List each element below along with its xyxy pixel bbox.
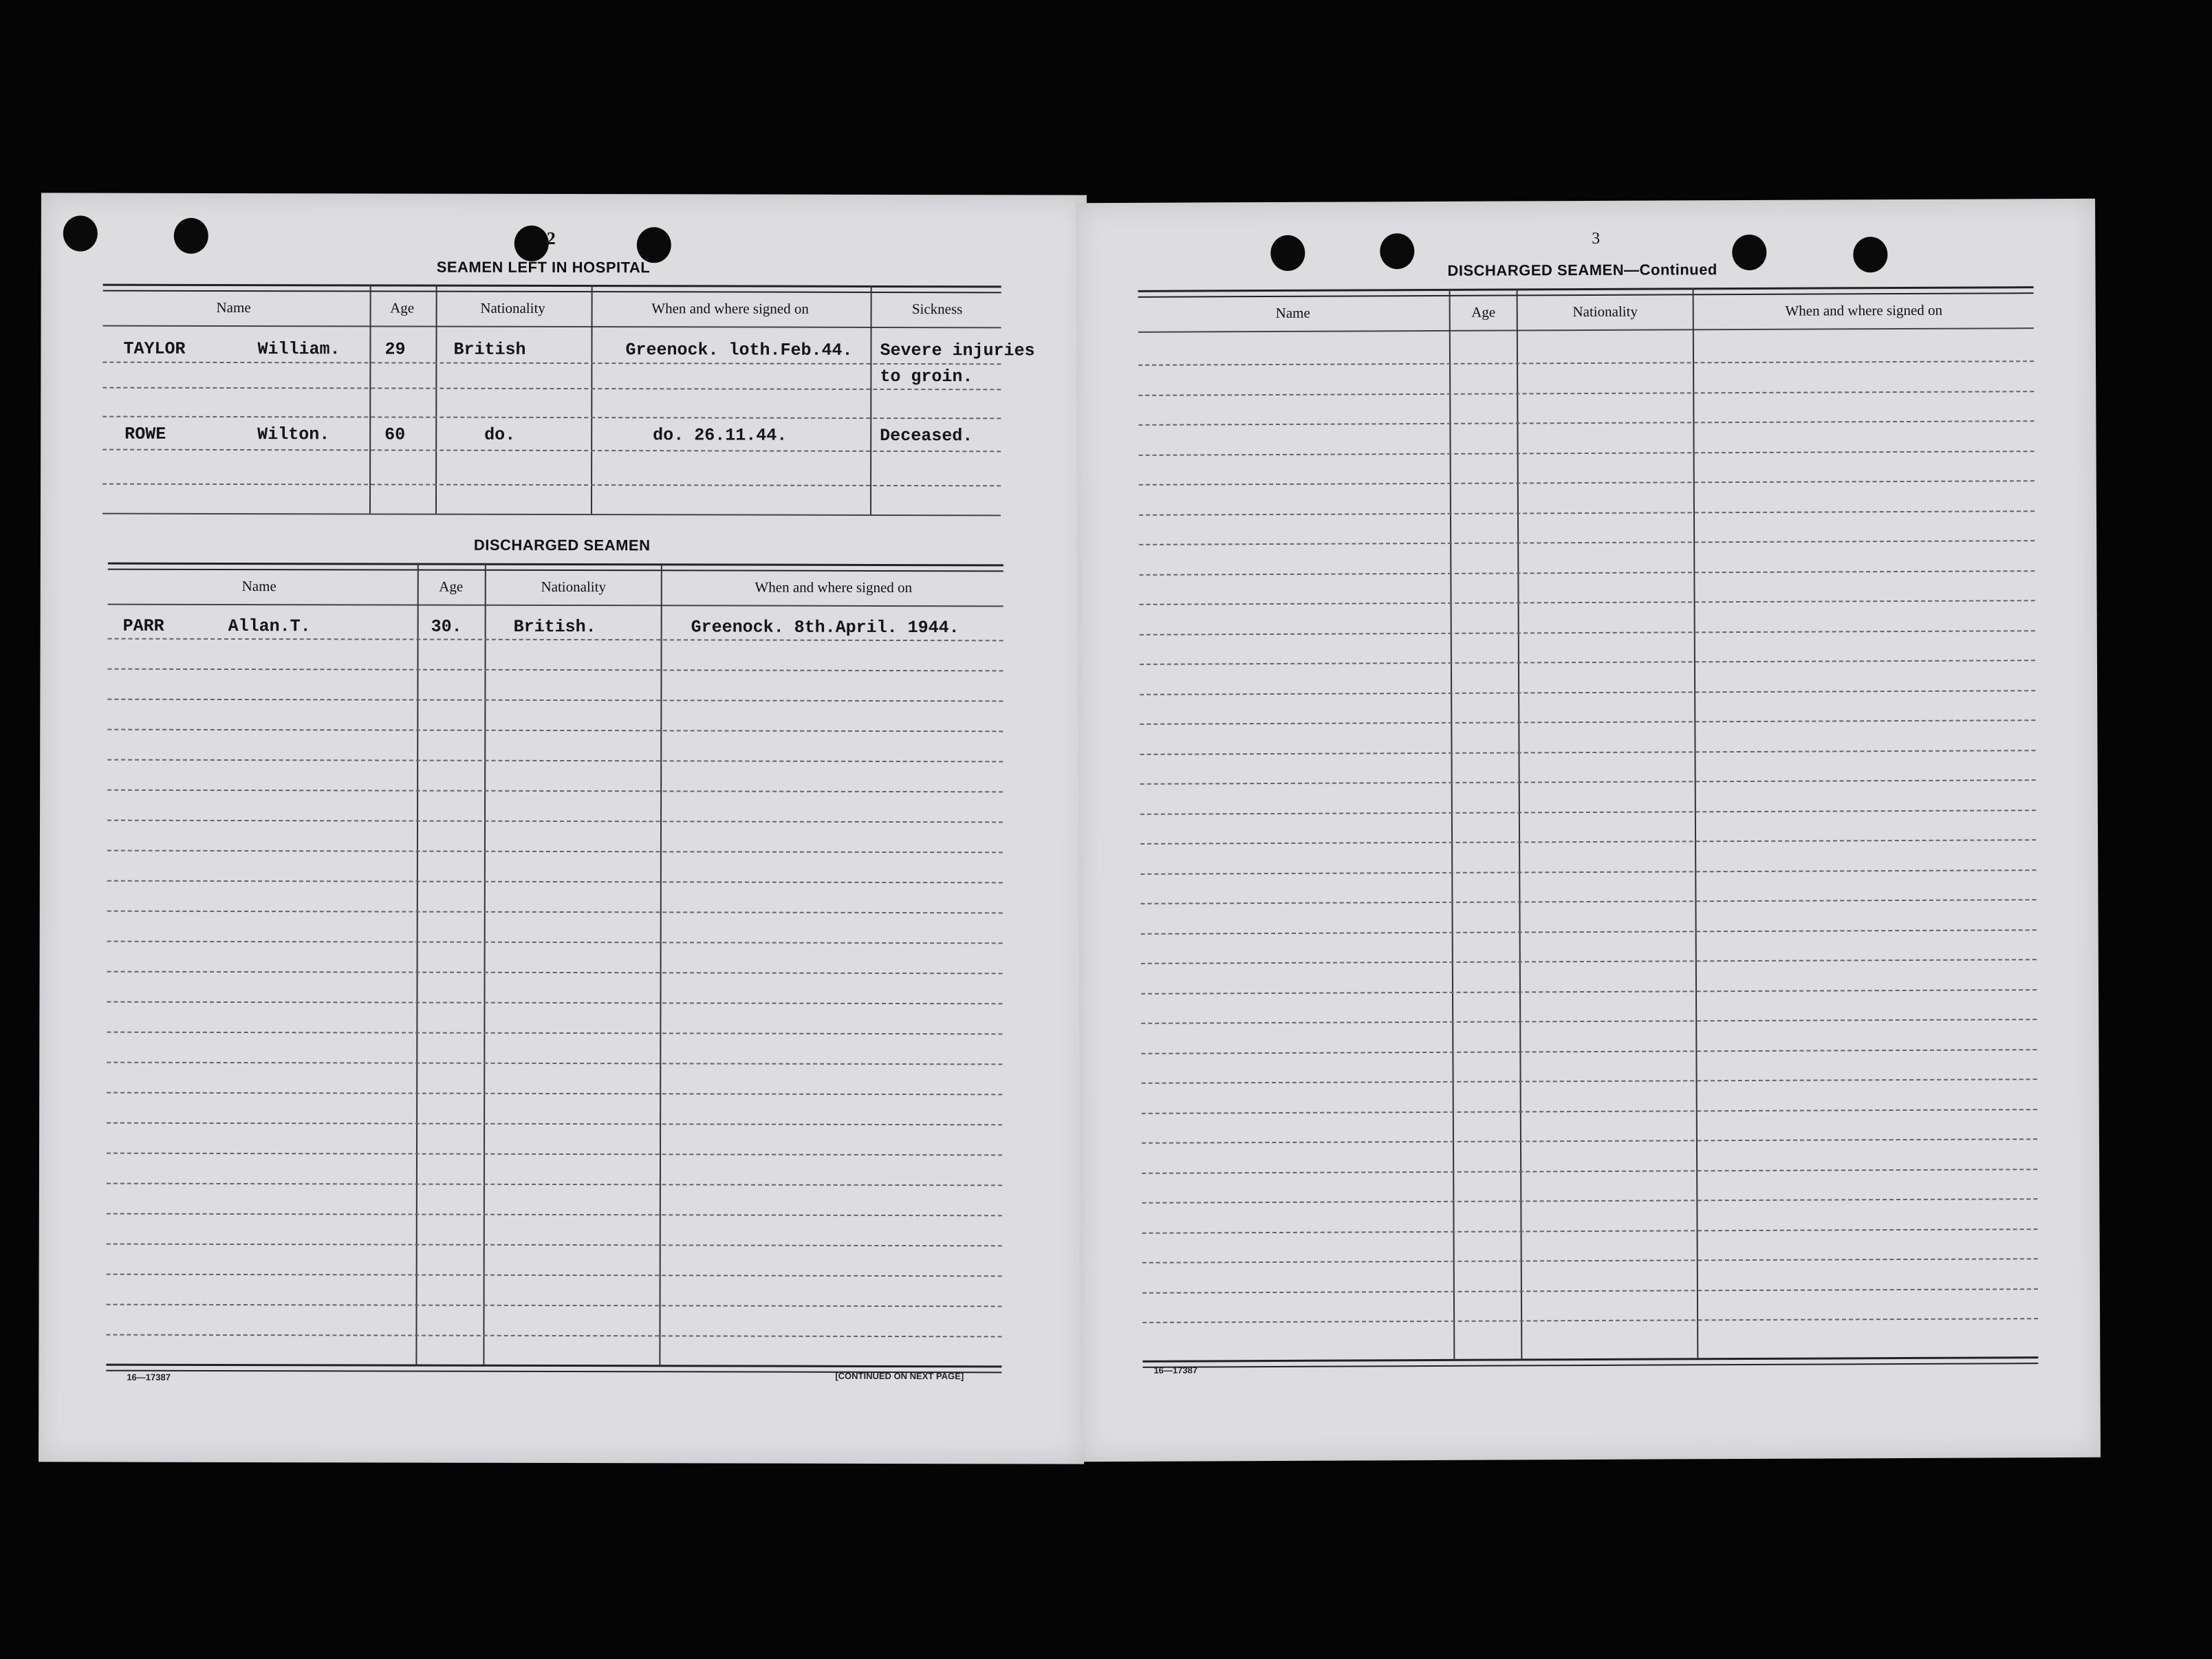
ruled-line <box>107 759 1003 763</box>
hospital-row-2-nationality: do. <box>484 424 516 445</box>
section-title-discharged-continued: DISCHARGED SEAMEN—Continued <box>1447 261 1717 279</box>
ruled-line <box>107 1274 1002 1277</box>
ruled-line <box>107 1123 1002 1126</box>
ruled-line <box>107 1213 1002 1217</box>
continued-note: [CONTINUED ON NEXT PAGE] <box>835 1370 964 1382</box>
ruled-line <box>1140 869 2036 875</box>
punch-hole <box>1270 235 1305 271</box>
ruled-line <box>107 1183 1002 1186</box>
ruled-line <box>1139 510 2035 516</box>
punch-hole <box>637 227 671 263</box>
ruled-line <box>107 1244 1002 1247</box>
discharged-row-1-signed-on: Greenock. 8th.April. 1944. <box>691 617 959 638</box>
hospital-row-1-age: 29 <box>384 339 406 360</box>
hospital-row-2-given: Wilton. <box>257 424 330 445</box>
hospital-row-2-surname: ROWE <box>124 424 166 444</box>
right-page <box>1076 199 2101 1462</box>
col-header-name: Name <box>1275 304 1310 321</box>
hospital-row-1-given: William. <box>257 339 340 360</box>
ruled-line <box>1142 1138 2037 1144</box>
ruled-line <box>1139 480 2035 486</box>
ruled-line <box>1140 630 2035 636</box>
discharged-continued-table <box>1138 286 2039 1367</box>
ruled-line <box>1138 391 2034 396</box>
ruled-line <box>1142 1109 2037 1114</box>
hospital-row-1-nationality: British <box>453 339 526 360</box>
ruled-line <box>1140 719 2035 725</box>
discharged-row-1-nationality: British. <box>513 616 596 638</box>
ruled-line <box>1140 810 2036 815</box>
punch-hole <box>63 215 98 251</box>
form-number: 16—17387 <box>1153 1365 1198 1376</box>
punch-hole <box>514 226 549 261</box>
col-header-age: Age <box>1471 303 1496 321</box>
hospital-row-2-sickness: Deceased. <box>880 425 973 446</box>
discharged-row-1-given: Allan.T. <box>228 616 311 637</box>
ruled-line <box>1139 570 2035 576</box>
col-header-nationality: Nationality <box>541 578 606 596</box>
col-header-signed-on: When and where signed on <box>651 300 809 317</box>
discharged-row-1-surname: PARR <box>122 616 164 636</box>
punch-hole <box>174 218 208 254</box>
ruled-line <box>1141 929 2037 935</box>
punch-hole <box>1853 237 1887 272</box>
hospital-row-1-surname: TAYLOR <box>123 338 186 359</box>
ruled-line <box>1141 1049 2037 1054</box>
ruled-line <box>107 669 1003 672</box>
ruled-line <box>1142 1288 2038 1294</box>
hospital-row-1-sickness-line1: Severe injuries <box>880 340 1035 361</box>
ruled-line <box>1138 420 2034 426</box>
ruled-line <box>107 971 1003 975</box>
punch-hole <box>1380 233 1414 269</box>
hospital-row-1-sickness-line2: to groin. <box>880 366 973 387</box>
page-number: 2 <box>546 228 556 248</box>
hospital-row-2-signed-on: do. 26.11.44. <box>653 425 788 446</box>
discharged-row-1-age: 30. <box>431 616 462 637</box>
ruled-line <box>1140 750 2036 755</box>
ruled-line <box>107 1092 1002 1096</box>
ruled-line <box>1141 989 2037 995</box>
ruled-line <box>107 1062 1002 1065</box>
ruled-line <box>107 941 1003 944</box>
hospital-row-2-age: 60 <box>384 424 406 445</box>
col-header-nationality: Nationality <box>1572 303 1638 321</box>
col-header-signed-on: When and where signed on <box>755 578 913 596</box>
ruled-line <box>1140 660 2035 665</box>
ruled-line <box>1139 451 2035 456</box>
table-bottom-rule <box>1142 1356 2038 1368</box>
hospital-row-1-signed-on: Greenock. loth.Feb.44. <box>625 340 853 360</box>
ruled-line <box>107 699 1003 702</box>
ruled-line <box>1141 1019 2037 1024</box>
ruled-line <box>1142 1078 2037 1084</box>
col-header-name: Name <box>216 299 251 316</box>
col-header-nationality: Nationality <box>480 299 545 316</box>
ruled-line <box>1140 690 2035 695</box>
ruled-line <box>1142 1198 2037 1204</box>
left-page <box>39 193 1087 1464</box>
ruled-line <box>1142 1318 2038 1323</box>
ruled-line <box>107 850 1003 854</box>
col-header-age: Age <box>439 578 464 595</box>
ruled-line <box>106 1334 1001 1338</box>
ruled-line <box>107 1153 1002 1156</box>
ruled-line <box>1140 600 2035 605</box>
ruled-line <box>1142 1228 2038 1234</box>
col-header-name: Name <box>241 578 276 595</box>
col-header-age: Age <box>390 299 415 316</box>
section-title-hospital: SEAMEN LEFT IN HOSPITAL <box>436 258 651 276</box>
section-title-discharged: DISCHARGED SEAMEN <box>473 536 651 554</box>
discharged-table <box>106 563 1003 1373</box>
ruled-line <box>1140 779 2036 785</box>
ruled-line <box>107 1304 1002 1308</box>
ruled-line <box>107 729 1003 733</box>
ruled-line <box>1142 1258 2038 1264</box>
ruled-line <box>1141 959 2037 964</box>
punch-hole <box>1732 235 1766 270</box>
ruled-line <box>107 1032 1002 1035</box>
hospital-table <box>102 284 1035 520</box>
col-header-sickness: Sickness <box>911 301 963 318</box>
ruled-line <box>1138 360 2034 366</box>
ruled-line <box>107 880 1003 884</box>
ruled-line <box>1140 899 2036 904</box>
page-number: 3 <box>1592 229 1601 248</box>
ruled-line <box>1142 1169 2037 1174</box>
ruled-line <box>1139 540 2035 545</box>
ruled-line <box>1140 839 2036 845</box>
col-header-signed-on: When and where signed on <box>1785 301 1943 319</box>
ruled-line <box>107 911 1003 914</box>
ruled-line <box>107 790 1003 793</box>
ruled-line <box>107 1001 1002 1005</box>
ruled-line <box>108 638 1004 642</box>
ruled-line <box>107 820 1003 823</box>
form-number: 16—17387 <box>127 1371 171 1382</box>
